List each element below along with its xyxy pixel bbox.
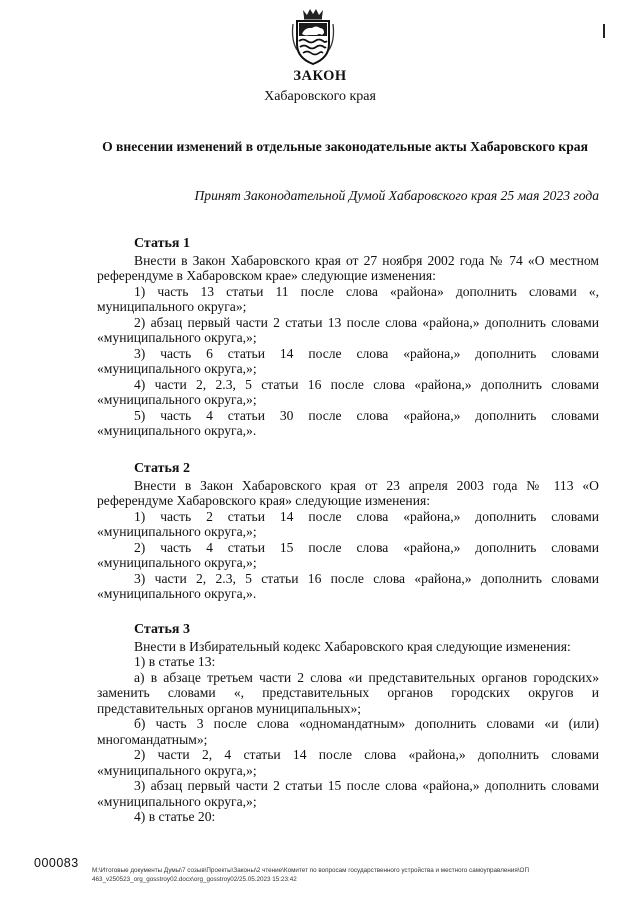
list-item: а) в абзаце третьем части 2 слова «и представительных органов городских» заменить словами «, представительных органов городских округов и представительных органов муниципальных»; xyxy=(97,669,599,716)
article-intro: Внести в Избирательный кодекс Хабаровского края следующие изменения: xyxy=(134,638,571,654)
document-heading: О внесении изменений в отдельные законодательные акты Хабаровского края xyxy=(102,139,588,154)
document-title: ЗАКОН xyxy=(293,68,347,84)
file-path-footer xyxy=(92,866,612,884)
list-item: 3) абзац первый части 2 статьи 15 после слова «района,» дополнить словами «муниципального округа,»; xyxy=(97,778,599,809)
article-1 xyxy=(97,236,599,439)
page-mark xyxy=(603,24,605,38)
list-item: 2) части 2, 4 статьи 14 после слова «района,» дополнить словами «муниципального округа,»; xyxy=(97,747,599,778)
document-number: 000083 xyxy=(34,856,79,870)
article-intro: Внести в Закон Хабаровского края от 27 ноября 2002 года № 74 «О местном референдуме в Хабаровском крае» следующие изменения: xyxy=(97,252,599,283)
article-3 xyxy=(97,622,599,825)
list-item: 1) часть 2 статьи 14 после слова «района,» дополнить словами «муниципального округа,»; xyxy=(97,508,599,539)
list-item: 2) абзац первый части 2 статьи 13 после слова «района,» дополнить словами «муниципального округа,»; xyxy=(97,314,599,345)
article-intro: Внести в Закон Хабаровского края от 23 апреля 2003 года № 113 «О референдуме Хабаровского края» следующие изменения: xyxy=(97,477,599,508)
list-item: 3) часть 6 статьи 14 после слова «района,» дополнить словами «муниципального округа,»; xyxy=(97,345,599,376)
list-item: 1) часть 13 статьи 11 после слова «района» дополнить словами «, муниципального округа»; xyxy=(97,283,599,314)
article-title: Статья 3 xyxy=(134,622,190,637)
adoption-note: Принят Законодательной Думой Хабаровского края 25 мая 2023 года xyxy=(194,188,599,203)
list-item: 4) части 2, 2.3, 5 статьи 16 после слова «района,» дополнить словами «муниципального округа,»; xyxy=(97,376,599,407)
list-item: 3) части 2, 2.3, 5 статьи 16 после слова «района,» дополнить словами «муниципального округа,». xyxy=(97,570,599,601)
file-path-line: 463_v250523_org_gosstroy02.docx\org_gosstroy02/25.05.2023 15:23:42 xyxy=(92,876,297,883)
coat-of-arms-icon xyxy=(289,6,337,68)
list-item: 4) в статье 20: xyxy=(134,809,216,824)
list-item: б) часть 3 после слова «одномандатным» дополнить словами «и (или) многомандатным»; xyxy=(97,716,599,747)
list-item: 2) часть 4 статьи 15 после слова «района,» дополнить словами «муниципального округа,»; xyxy=(97,539,599,570)
file-path-line: M:\Итоговые документы Думы\7 созыв\Проекты\Законы\2 чтение\Комитет по вопросам государственного устройства и местного самоуправления\ОП xyxy=(92,867,529,874)
article-title: Статья 1 xyxy=(134,236,190,251)
list-item: 1) в статье 13: xyxy=(134,654,216,669)
article-2 xyxy=(97,461,599,602)
article-title: Статья 2 xyxy=(134,461,190,476)
document-subtitle: Хабаровского края xyxy=(264,89,376,104)
list-item: 5) часть 4 статьи 30 после слова «района,» дополнить словами «муниципального округа,». xyxy=(97,407,599,438)
